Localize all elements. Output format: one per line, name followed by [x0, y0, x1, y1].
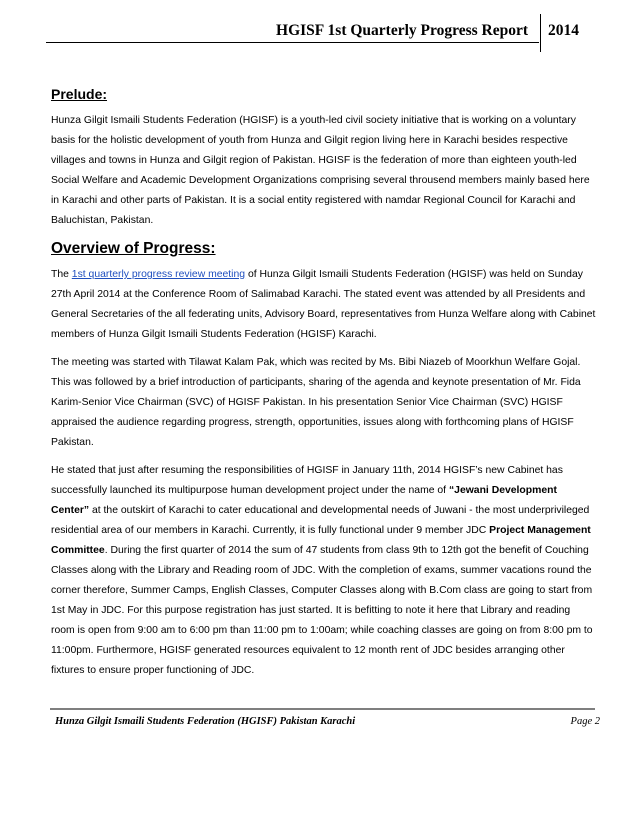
- overview-p3-part2: at the outskirt of Karachi to cater educational and developmental needs of Juwani - the most underprivileged residential area of our members in Karachi. Currently, it is fully functional under 9 member JDC: [51, 505, 590, 536]
- overview-p3-part1: He stated that just after resuming the responsibilities of HGISF in January 11th, 2014 HGISF’s new Cabinet has successfully launched its multipurpose human development project under the name of: [51, 465, 563, 496]
- footer-org: Hunza Gilgit Ismaili Students Federation (HGISF) Pakistan Karachi: [55, 716, 356, 727]
- header-rule: [46, 42, 539, 43]
- document-body: [51, 86, 596, 689]
- report-title: HGISF 1st Quarterly Progress Report: [276, 22, 528, 39]
- page-number: Page 2: [570, 716, 600, 727]
- overview-paragraph-2: The meeting was started with Tilawat Kalam Pak, which was recited by Ms. Bibi Niazeb of Moorkhun Welfare Gojal. This was followed by a brief introduction of participants, sharing of the agenda and keynote presentation of Mr. Fida Karim-Senior Vice Chairman (SVC) of HGISF Pakistan. In his presentation Senior Vice Chairman (SVC) HGISF appraised the audience regarding progress, strength, opportunities, issues along with forthcoming plans of HGISF Pakistan.: [51, 357, 581, 448]
- overview-p1-pre: The: [51, 269, 72, 280]
- overview-p3-part3: . During the first quarter of 2014 the sum of 47 students from class 9th to 12th got the benefit of Couching Classes along with the Library and Reading room of JDC. With the completion of exams, summer vacations round the corner therefore, Summer Camps, English Classes, Computer Classes along with B.Com class are going to start from 1st May in JDC. For this purpose registration has just started. It is befitting to note it here that Library and reading room is open from 9:00 am to 6:00 pm than 11:00 pm to 1:00am; while coaching classes are going on from 8:00 pm to 11:00pm. Furthermore, HGISF generated resources equivalent to 12 month rent of JDC besides arranging other fixtures to ensure proper functioning of JDC.: [51, 545, 593, 676]
- overview-heading: Overview of Progress:: [51, 240, 216, 257]
- page-header: [198, 22, 596, 52]
- jdc-name: “Jewani Development Center”: [51, 485, 557, 516]
- report-year: 2014: [548, 22, 579, 39]
- overview-paragraph-3: [51, 461, 596, 681]
- overview-p1-post: of Hunza Gilgit Ismaili Students Federation (HGISF) was held on Sunday 27th April 2014 at the Conference Room of Salimabad Karachi. The stated event was attended by all Presidents and General Secretaries of the all federating units, Advisory Board, representatives from Hunza Welfare along with Cabinet members of Hunza Gilgit Ismaili Students Federation (HGISF) Karachi.: [51, 269, 596, 340]
- prelude-heading: Prelude:: [51, 86, 108, 102]
- footer-rule: [50, 708, 595, 710]
- header-separator: [540, 14, 541, 52]
- overview-paragraph-1: [51, 265, 596, 345]
- prelude-paragraph: Hunza Gilgit Ismaili Students Federation (HGISF) is a youth-led civil society initiative that is working on a voluntary basis for the holistic development of youth from Hunza and Gilgit region living here in Karachi besides respective villages and towns in Hunza and Gilgit region of Pakistan. HGISF is the federation of more than eighteen youth-led Social Welfare and Academic Development Organizations comprising several throusend members mainly based here in Karachi and other parts of Pakistan. It is a social entity registered with namdar Regional Council for Karachi and Baluchistan, Pakistan.: [51, 115, 590, 226]
- page-footer: [55, 716, 600, 727]
- meeting-link[interactable]: 1st quarterly progress review meeting: [71, 269, 246, 280]
- pmc-name: Project Management Committee: [51, 525, 591, 556]
